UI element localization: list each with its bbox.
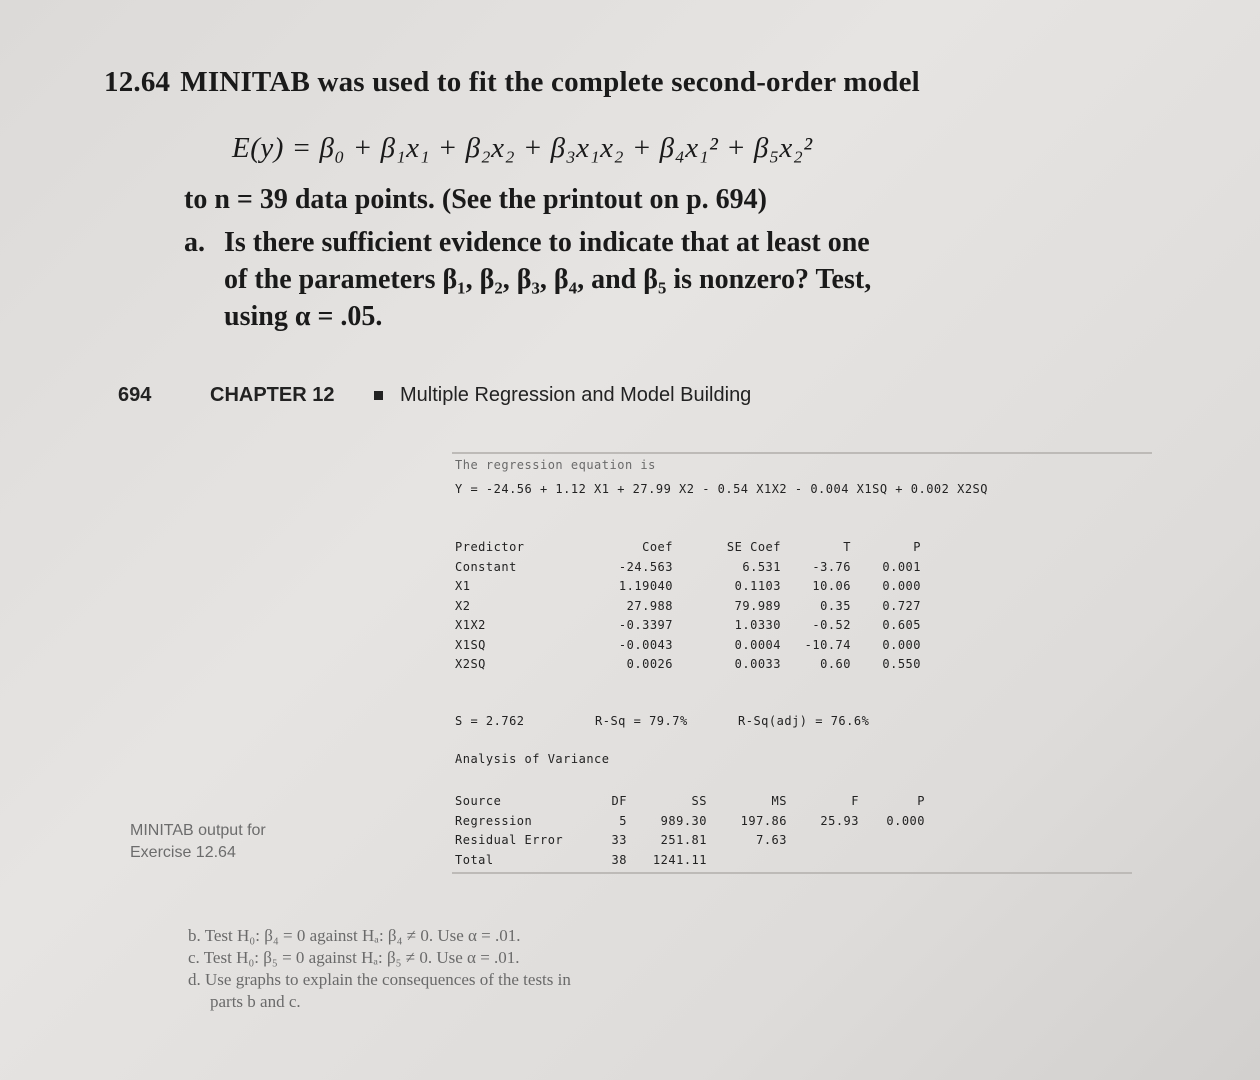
problem-heading [104,66,920,99]
coef-table-cell: -0.52 [812,618,851,632]
anova-table-cell [865,851,925,871]
bullet-square-icon [374,391,383,400]
anova-col-ss [631,792,707,870]
page-number: 694 [118,384,152,406]
anova-table-header: MS [771,794,787,808]
coef-table-cell: 0.0033 [734,657,781,671]
anova-table-cell: Regression [455,813,533,828]
coef-table-cell: X1 [455,579,471,593]
part-a [184,224,964,335]
coef-table-cell: 0.000 [882,579,921,593]
coef-table-cell: -0.0043 [618,637,673,652]
coef-table-cell: 6.531 [742,559,781,574]
anova-table-cell: Residual Error [455,833,564,847]
part-a-line-1: Is there sufficient evidence to indicate that at least one [224,227,870,258]
caption-line-2: Exercise 12.64 [130,844,236,861]
parts-b-c-d [188,925,571,1013]
coef-col-p [865,538,921,675]
coef-table-cell: 0.605 [882,618,921,632]
anova-table-header: DF [611,794,627,808]
anova-table-header: SS [691,794,707,808]
anova-table-cell [865,831,925,851]
anova-table-cell: 25.93 [820,813,859,828]
model-equation: E(y) = β₀ + β₁x₁ + β₂x₂ + β₃x₁x₂ + β₄x₁² + β₅x₂² [232,132,813,164]
coef-table-cell: 1.19040 [618,579,673,593]
anova-table-cell [717,851,787,871]
coef-table-cell: 1.0330 [734,618,781,632]
coef-table-cell: X2SQ [455,657,486,671]
anova-col-ms [717,792,787,870]
regression-eq-line: Y = -24.56 + 1.12 X1 + 27.99 X2 - 0.54 X1X2 - 0.004 X1SQ + 0.002 X2SQ [455,482,988,496]
coef-table-cell: 0.0026 [626,657,673,671]
s-value: S = 2.762 [455,714,525,728]
anova-col-source [455,792,563,870]
anova-heading: Analysis of Variance [455,752,610,766]
anova-col-f [805,792,859,870]
printout-bottom-rule [452,872,1132,874]
coef-table-cell: -10.74 [804,637,851,652]
anova-table-cell: 5 [619,813,627,828]
coef-table-cell: -24.563 [618,559,673,574]
coef-table-cell: 27.988 [626,598,673,613]
coef-table-cell: 0.0004 [734,637,781,652]
r-sq-adj: R-Sq(adj) = 76.6% [738,714,870,728]
coef-table-header: Coef [642,540,673,554]
anova-table-cell [805,831,859,851]
anova-table-cell: 0.000 [886,813,925,828]
part-c: c. Test H₀: β₅ = 0 against Hₐ: β₅ ≠ 0. Use α = .01. [188,948,520,967]
r-sq: R-Sq = 79.7% [595,714,688,728]
coef-table-header: P [913,540,921,554]
anova-table-cell: 33 [611,833,627,847]
coef-table-cell: X2 [455,598,471,613]
coef-table-cell: 0.35 [820,598,851,613]
coef-table-cell: 0.727 [882,598,921,613]
coef-table-cell: 0.550 [882,657,921,671]
coef-table-cell: 10.06 [812,579,851,593]
problem-intro: MINITAB was used to fit the complete second-order model [180,66,920,98]
coef-col-coef [583,538,673,675]
part-d-line-2: parts b and c. [210,992,301,1011]
part-d-line-1: d. Use graphs to explain the consequences of the tests in [188,970,571,989]
caption-line-1: MINITAB output for [130,822,266,839]
coef-table-cell: 0.1103 [734,579,781,593]
coef-table-cell: -3.76 [812,559,851,574]
regression-eq-heading: The regression equation is [455,458,656,472]
coef-col-secoef [695,538,781,675]
coef-table-cell: X1SQ [455,637,486,652]
chapter-title: Multiple Regression and Model Building [400,384,752,406]
anova-table-cell: 7.63 [756,833,787,847]
anova-table-header: P [917,794,925,808]
part-a-line-2: of the parameters β₁, β₂, β₃, β₄, and β₅ is nonzero? Test, [224,264,872,295]
anova-col-df [603,792,627,870]
coef-table-header: SE Coef [726,540,781,554]
anova-table-cell: Total [455,852,494,867]
chapter-label: CHAPTER 12 [210,384,335,406]
coef-table-cell: 0.000 [882,637,921,652]
anova-table-cell: 1241.11 [652,852,707,867]
coef-col-predictor [455,538,525,675]
coef-table-cell: Constant [455,559,517,574]
coef-table-cell: 0.001 [882,559,921,574]
data-points-line: to n = 39 data points. (See the printout on p. 694) [184,184,768,215]
problem-number: 12.64 [104,66,171,98]
figure-caption [130,820,266,864]
coef-table-cell: 0.60 [820,657,851,671]
anova-table-cell: 251.81 [660,833,707,847]
anova-table-cell [805,851,859,871]
coef-table-cell: X1X2 [455,618,486,632]
coef-table-cell: 79.989 [734,598,781,613]
coef-table-header: Predictor [455,540,525,554]
anova-table-cell: 38 [611,852,627,867]
anova-table-cell: 989.30 [660,813,707,828]
anova-table-header: F [851,794,859,808]
part-a-label: a. [184,227,205,258]
anova-table-header: Source [455,794,502,808]
anova-table-cell: 197.86 [740,813,787,828]
anova-col-p [865,792,925,870]
coef-table-header: T [843,540,851,554]
coef-table-cell: -0.3397 [618,618,673,632]
coef-col-t [787,538,851,675]
part-a-line-3: using α = .05. [224,301,383,332]
printout-top-rule [452,452,1152,454]
part-b: b. Test H₀: β₄ = 0 against Hₐ: β₄ ≠ 0. Use α = .01. [188,926,521,945]
